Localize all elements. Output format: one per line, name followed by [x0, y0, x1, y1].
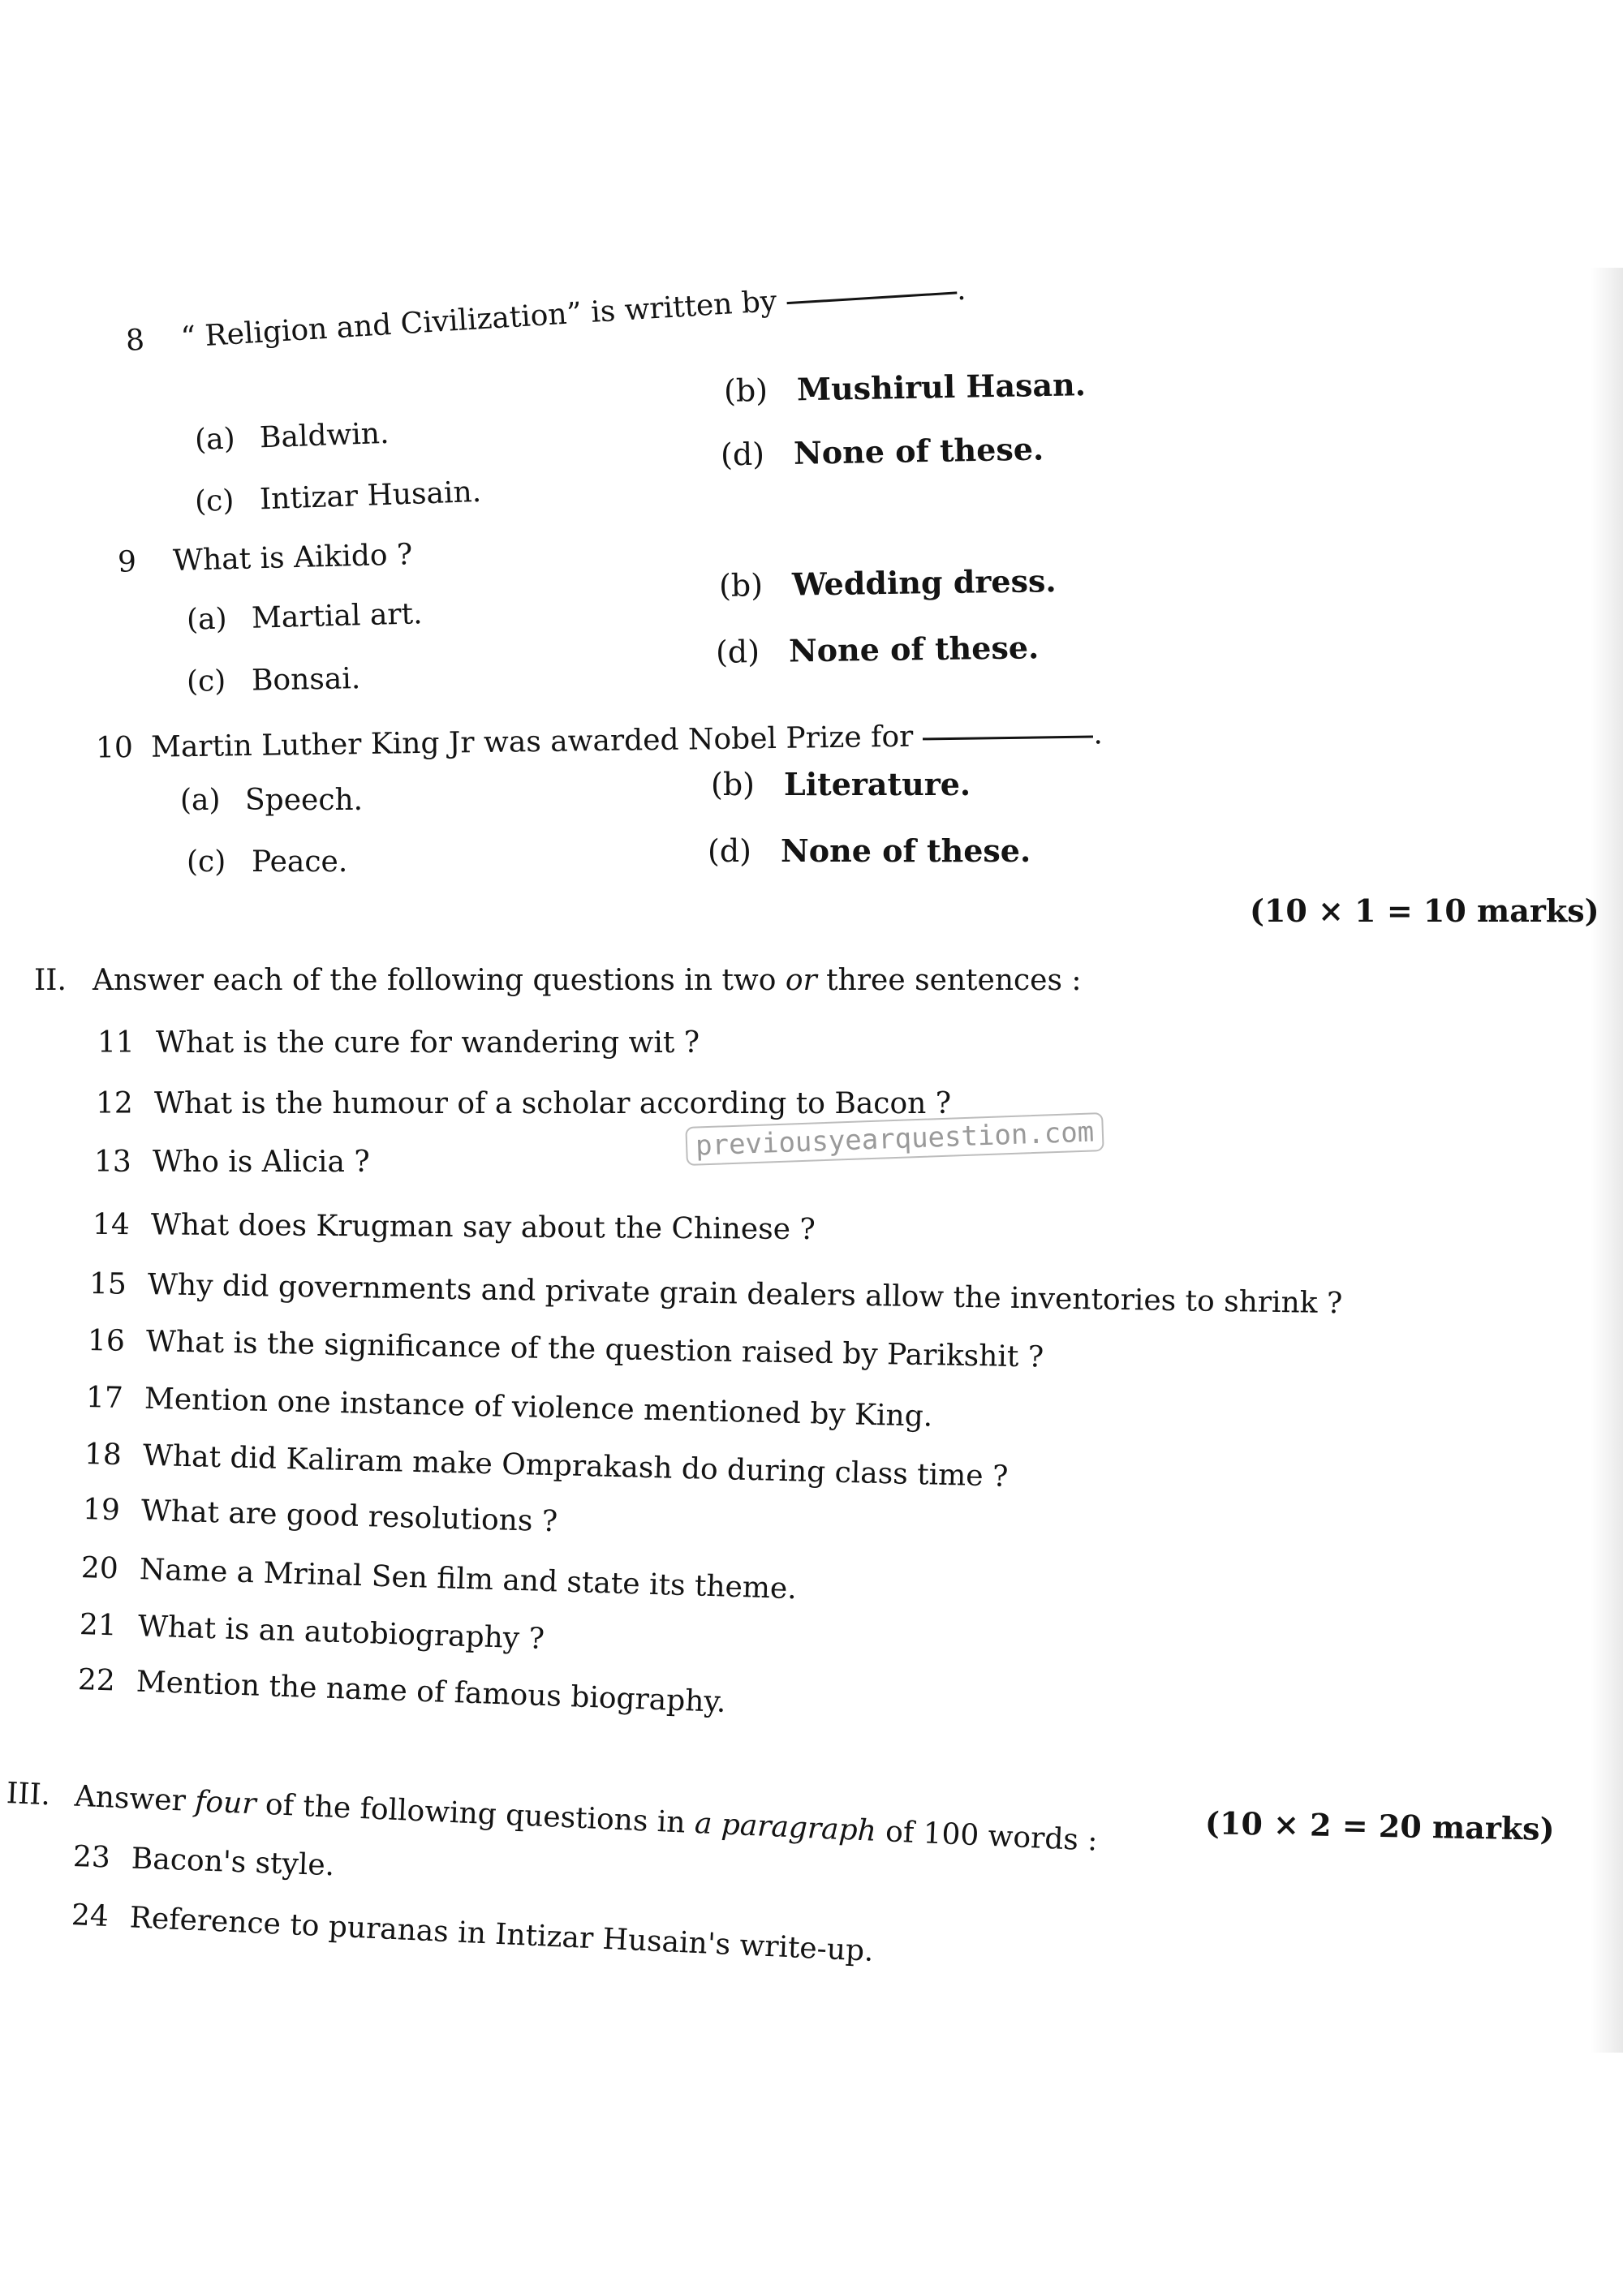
question-12: 12 What is the humour of a scholar according to Bacon ? — [96, 1087, 952, 1120]
marks-section-2: (10 × 2 = 20 marks) — [1204, 1804, 1555, 1847]
option-c: (c) Bonsai. — [186, 662, 361, 699]
option-d: (d) None of these. — [715, 629, 1040, 670]
answer-blank — [786, 291, 957, 304]
question-11: 11 What is the cure for wandering wit ? — [97, 1026, 700, 1060]
question-19: 19 What are good resolutions ? — [82, 1493, 558, 1539]
question-text: Martin Luther King Jr was awarded Nobel Prize for — [150, 720, 914, 764]
question-14: 14 What does Krugman say about the Chinese ? — [92, 1207, 816, 1247]
watermark: previousyearquestion.com — [685, 1112, 1104, 1166]
option-c: (c) Peace. — [187, 845, 348, 879]
page-edge-shadow — [1591, 268, 1623, 2053]
question-16: 16 What is the significance of the question raised by Parikshit ? — [87, 1324, 1044, 1374]
question-number: 8 — [124, 323, 146, 358]
question-20: 20 Name a Mrinal Sen film and state its theme. — [80, 1551, 798, 1606]
option-b: (b) Wedding dress. — [718, 562, 1057, 604]
section-3-heading: III. Answer four of the following questions in a paragraph of 100 words : — [6, 1777, 1099, 1858]
option-d: (d) None of these. — [720, 430, 1044, 473]
answer-blank — [923, 735, 1093, 740]
option-b: (b) Literature. — [711, 766, 971, 802]
question-number: 9 — [117, 545, 137, 579]
option-a: (a) Martial art. — [186, 597, 424, 637]
option-a: (a) Speech. — [180, 784, 364, 817]
option-d: (d) None of these. — [708, 832, 1031, 869]
question-9 — [118, 538, 413, 578]
question-17: 17 Mention one instance of violence mentioned by King. — [85, 1381, 933, 1434]
question-number: 10 — [95, 731, 134, 765]
question-13: 13 Who is Alicia ? — [94, 1146, 370, 1179]
question-24: 24 Reference to puranas in Intizar Husain's write-up. — [71, 1898, 875, 1968]
question-21: 21 What is an autobiography ? — [79, 1608, 545, 1656]
option-a: (a) Baldwin. — [194, 416, 390, 458]
question-23: 23 Bacon's style. — [72, 1840, 335, 1883]
question-text: “ Religion and Civilization” is written by — [179, 284, 778, 355]
option-b: (b) Mushirul Hasan. — [723, 366, 1087, 409]
question-10: 10 Martin Luther King Jr was awarded Nobel Prize for . — [95, 717, 1104, 765]
marks-section-1: (10 × 1 = 10 marks) — [1250, 892, 1599, 929]
question-18: 18 What did Kaliram make Omprakash do during class time ? — [84, 1438, 1009, 1494]
section-2-heading: II. Answer each of the following questions in two or three sentences : — [34, 964, 1082, 997]
question-22: 22 Mention the name of famous biography. — [77, 1663, 727, 1719]
question-8: 8 “ Religion and Civilization” is written by . — [124, 273, 967, 358]
question-text: What is Aikido ? — [172, 538, 413, 578]
option-c: (c) Intizar Husain. — [194, 475, 482, 519]
question-15: 15 Why did governments and private grain dealers allow the inventories to shrink ? — [88, 1267, 1343, 1321]
